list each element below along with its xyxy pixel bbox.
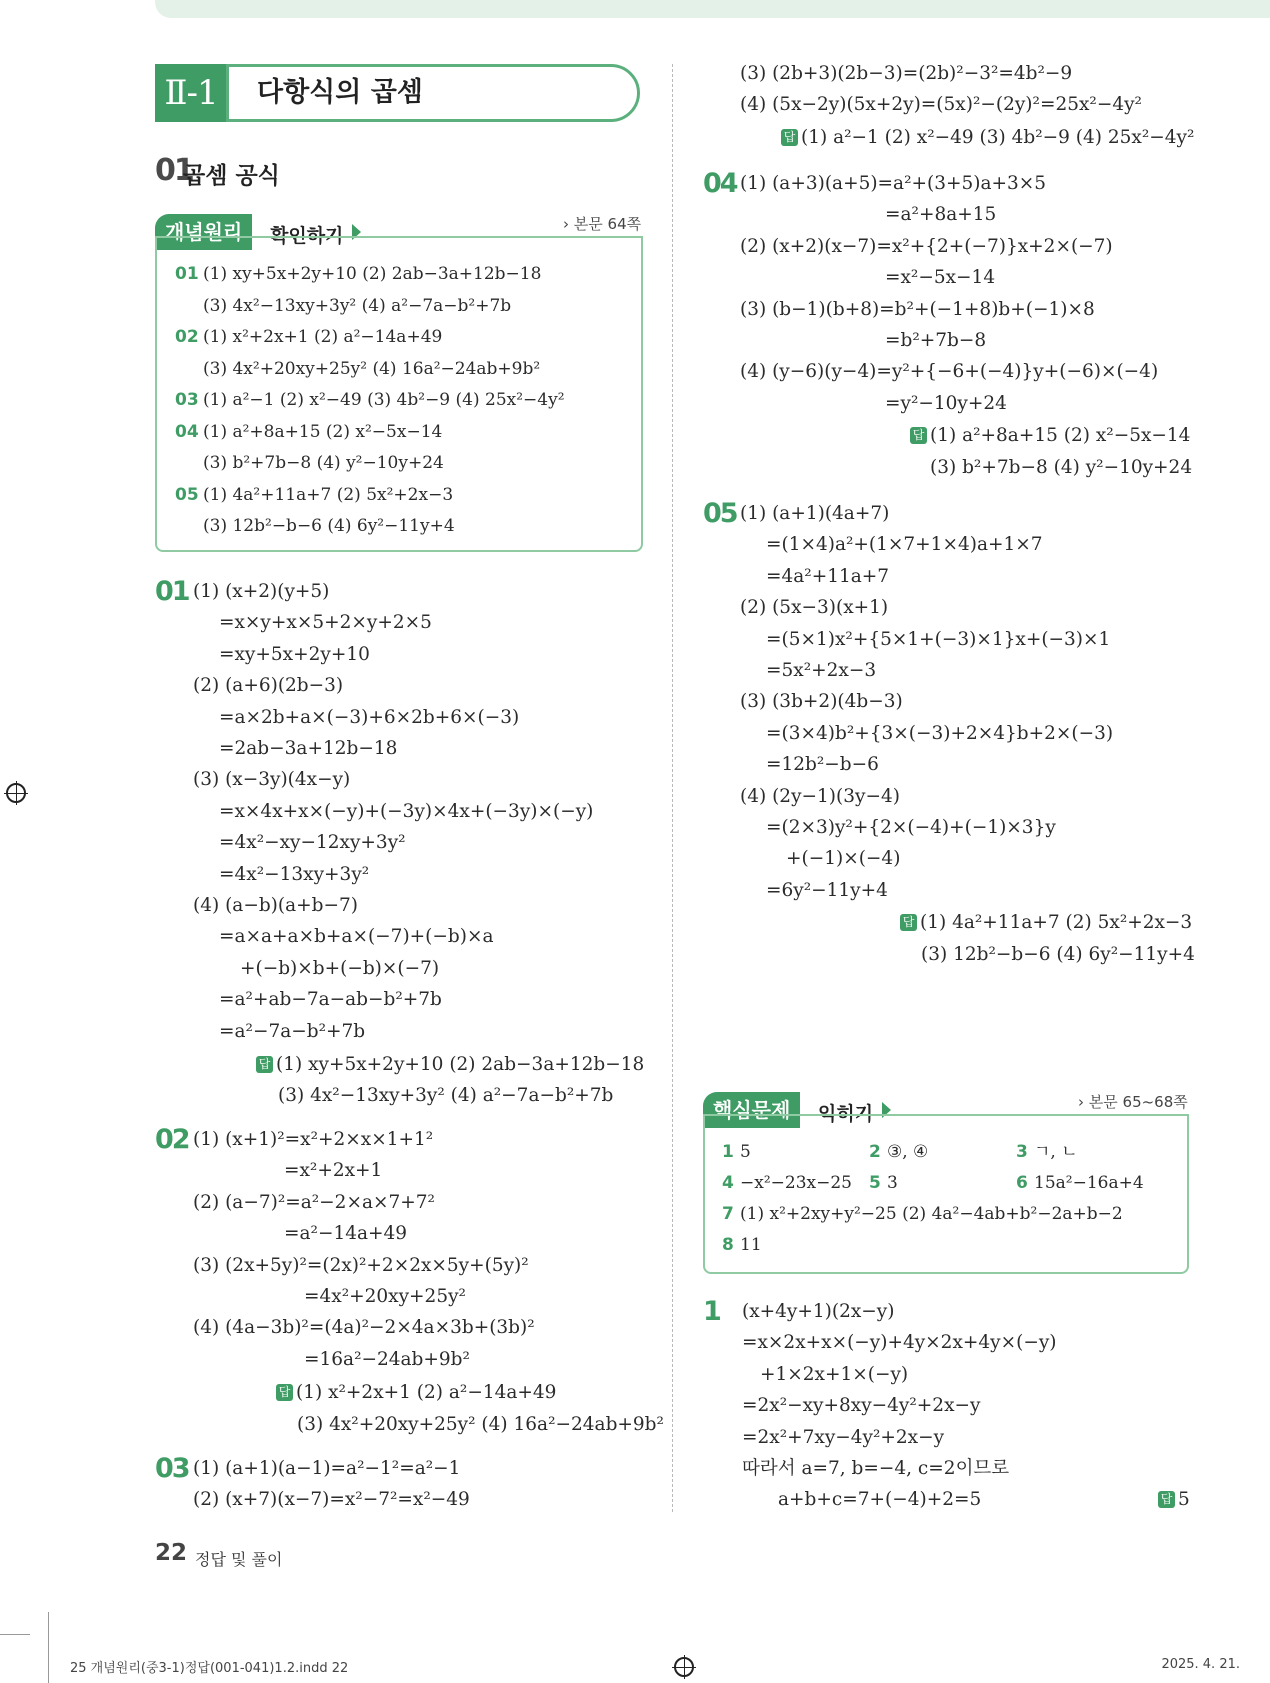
core-item-answer: (1) x²+2xy+y²−25 (2) 4a²−4ab+b²−2a+b−2 [740,1204,1123,1224]
footer-label: 정답 및 풀이 [195,1550,283,1569]
core-item-answer: 5 [740,1142,751,1162]
solution-line: (1) (x+1)²=x²+2×x×1+1² [193,1129,434,1150]
answer-line [297,1413,664,1437]
solution-line: =a×2b+a×(−3)+6×2b+6×(−3) [219,706,520,728]
answer-line [910,424,1190,448]
crop-mark [48,1612,49,1683]
answer-mark-icon: 답 [256,1056,273,1073]
solution-line: =12b²−b−6 [766,754,879,776]
chapter-title: 다항식의 곱셈 [226,64,640,122]
section-number: 01 [155,153,193,188]
concept-ref [563,213,641,234]
solution-line: (2) (a−7)²=a²−2×a×7+7² [193,1191,435,1213]
solution-line: (4) (y−6)(y−4)=y²+{−6+(−4)}y+(−6)×(−4) [740,361,1159,383]
concept-row-number: 01 [175,264,199,284]
solution-line: =(3×4)b²+{3×(−3)+2×4}b+2×(−3) [766,722,1114,744]
core-item-number: 3 [1016,1142,1028,1162]
solution-line: (3) (b−1)(b+8)=b²+(−1+8)b+(−1)×8 [740,298,1095,320]
solution-line: (x+4y+1)(2x−y) [742,1301,895,1322]
solution-line: =a²−7a−b²+7b [219,1020,366,1042]
solution-line: +(−1)×(−4) [786,848,901,870]
answer-text: 5 [1178,1489,1190,1511]
concept-row-text: (1) x²+2x+1 (2) a²−14a+49 [203,327,443,347]
problem-number: 02 [155,1124,189,1155]
solution-line: (2) (5x−3)(x+1) [740,597,889,619]
answer-text: (1) 4a²+11a+7 (2) 5x²+2x−3 [920,912,1193,934]
core-item-number: 4 [722,1173,734,1193]
answer-line [276,1381,556,1405]
concept-tag: 개념원리 [155,214,252,250]
solution-line: (4) (a−b)(a+b−7) [193,895,358,916]
concept-row-number: 03 [175,390,199,410]
solution-line: (1) (x+2)(y+5) [193,581,330,602]
concept-row-number: 02 [175,327,199,347]
problem-number: 1 [703,1296,720,1327]
core-item-number: 7 [722,1204,734,1224]
column-divider [672,64,673,1512]
core-tag-sub: 익히기 [818,1103,874,1125]
core-item-number: 6 [1016,1173,1028,1193]
solution-line: =2x²−xy+8xy−4y²+2x−y [742,1395,981,1417]
solution-line: =2ab−3a+12b−18 [219,738,398,759]
answer-line [256,1053,644,1077]
solution-line: =a×a+a×b+a×(−7)+(−b)×a [219,926,494,948]
chevron-right-icon: › [1078,1093,1084,1111]
core-item-number: 1 [722,1142,734,1162]
section-title: 곱셈 공식 [183,163,280,189]
solution-line: =b²+7b−8 [885,330,987,351]
concept-tag-sub: 확인하기 [270,225,344,247]
problem-number: 03 [155,1453,189,1484]
concept-row-text: (3) 4x²−13xy+3y² (4) a²−7a−b²+7b [203,295,512,316]
registration-mark-icon [6,783,26,803]
core-item-answer: ③, ④ [887,1142,929,1162]
solution-line: =x×y+x×5+2×y+2×5 [219,612,432,634]
solution-line: (1) (a+1)(a−1)=a²−1²=a²−1 [193,1458,461,1479]
solution-line: (3) (x−3y)(4x−y) [193,769,351,791]
solution-line: (4) (5x−2y)(5x+2y)=(5x)²−(2y)²=25x²−4y² [740,94,1142,116]
solution-line: =y²−10y+24 [885,392,1007,414]
print-file-name: 25 개념원리(중3-1)정답(001-041)1.2.indd 22 [70,1661,349,1676]
concept-row-text: (3) 12b²−b−6 (4) 6y²−11y+4 [203,516,455,536]
concept-row-text: (3) 4x²+20xy+25y² (4) 16a²−24ab+9b² [203,358,541,379]
solution-line: =4x²−13xy+3y² [219,863,370,885]
core-ref [1078,1091,1188,1112]
answer-text: (1) x²+2x+1 (2) a²−14a+49 [296,1382,557,1404]
solution-line: =a²+ab−7a−ab−b²+7b [219,989,442,1011]
solution-line: =a²−14a+49 [284,1223,408,1245]
solution-line: =(2×3)y²+{2×(−4)+(−1)×3}y [766,817,1056,838]
solution-line: (1) (a+3)(a+5)=a²+(3+5)a+3×5 [740,173,1047,194]
top-band [155,0,1270,18]
solution-line: (2) (x+7)(x−7)=x²−7²=x²−49 [193,1489,470,1511]
core-item-number: 8 [722,1235,734,1255]
solution-line: =2x²+7xy−4y²+2x−y [742,1426,945,1448]
print-date: 2025. 4. 21. [1161,1657,1240,1672]
problem-number: 04 [703,168,737,199]
solution-line: =4x²+20xy+25y² [304,1286,466,1307]
core-tag: 핵심문제 [703,1092,800,1128]
answer-line [278,1084,613,1108]
problem-number: 01 [155,576,189,607]
concept-row-text: (3) b²+7b−8 (4) y²−10y+24 [203,453,444,473]
core-item-answer: 15a²−16a+4 [1034,1173,1144,1193]
solution-line: (3) (2b+3)(2b−3)=(2b)²−3²=4b²−9 [740,63,1073,84]
core-item-answer: ㄱ, ㄴ [1034,1142,1078,1162]
answer-text: (1) a²+8a+15 (2) x²−5x−14 [930,425,1191,447]
solution-line: =(1×4)a²+(1×7+1×4)a+1×7 [766,534,1043,556]
solution-line: =x×4x+x×(−y)+(−3y)×4x+(−3y)×(−y) [219,800,594,822]
concept-row-number: 05 [175,484,199,505]
solution-line: =5x²+2x−3 [766,660,877,681]
answer-mark-icon: 답 [781,129,798,146]
solution-line: (3) (2x+5y)²=(2x)²+2×2x×5y+(5y)² [193,1254,529,1276]
solution-line: =x²−5x−14 [885,267,996,289]
concept-ref-text: 본문 64쪽 [573,215,642,233]
solution-line: 따라서 a=7, b=−4, c=2이므로 [742,1458,1010,1479]
answer-text: (3) 4x²−13xy+3y² (4) a²−7a−b²+7b [278,1085,614,1107]
answer-text: (1) a²−1 (2) x²−49 (3) 4b²−9 (4) 25x²−4y² [801,126,1195,148]
answer-line [900,911,1192,935]
solution-line: (2) (x+2)(x−7)=x²+{2+(−7)}x+2×(−7) [740,235,1113,257]
core-item-answer: 3 [887,1173,898,1193]
solution-line: =6y²−11y+4 [766,879,888,901]
concept-row-text: (1) a²−1 (2) x²−49 (3) 4b²−9 (4) 25x²−4y² [203,390,565,410]
answer-text: (1) xy+5x+2y+10 (2) 2ab−3a+12b−18 [276,1054,645,1075]
solution-line: =4a²+11a+7 [766,565,890,587]
problem-number: 05 [703,498,737,529]
core-item-number: 5 [869,1173,881,1193]
core-item-number: 2 [869,1142,881,1162]
answer-text: (3) 12b²−b−6 (4) 6y²−11y+4 [921,943,1195,965]
solution-line: =4x²−xy−12xy+3y² [219,832,406,854]
answer-line [781,126,1194,150]
answer-line [1158,1488,1190,1512]
answer-text: (3) b²+7b−8 (4) y²−10y+24 [930,456,1193,478]
solution-line: a+b+c=7+(−4)+2=5 [778,1489,982,1511]
answer-mark-icon: 답 [276,1384,293,1401]
solution-line: =16a²−24ab+9b² [304,1348,470,1370]
concept-row-text: (1) xy+5x+2y+10 (2) 2ab−3a+12b−18 [203,264,542,284]
registration-mark-icon [674,1657,694,1677]
answer-line [921,943,1195,967]
solution-line: (4) (4a−3b)²=(4a)²−2×4a×3b+(3b)² [193,1317,535,1339]
page-number: 22 [155,1540,188,1566]
core-item-answer: 11 [740,1235,762,1255]
solution-line: =(5×1)x²+{5×1+(−3)×1}x+(−3)×1 [766,628,1111,650]
solution-line: (4) (2y−1)(3y−4) [740,785,900,807]
concept-row-number: 04 [175,421,199,442]
answer-line [930,456,1192,480]
solution-line: =xy+5x+2y+10 [219,643,370,665]
concept-row-text: (1) a²+8a+15 (2) x²−5x−14 [203,421,443,442]
solution-line: +1×2x+1×(−y) [760,1363,909,1385]
solution-line: =x²+2x+1 [284,1160,383,1182]
answer-mark-icon: 답 [1158,1491,1175,1508]
chevron-right-icon: › [563,215,569,233]
solution-line: =x×2x+x×(−y)+4y×2x+4y×(−y) [742,1332,1057,1354]
answer-mark-icon: 답 [900,914,917,931]
solution-line: (1) (a+1)(4a+7) [740,503,890,524]
answer-mark-icon: 답 [910,427,927,444]
solution-line: =a²+8a+15 [885,204,997,226]
solution-line: (3) (3b+2)(4b−3) [740,691,903,713]
concept-row-text: (1) 4a²+11a+7 (2) 5x²+2x−3 [203,484,454,505]
crop-mark [0,1634,30,1635]
core-item-answer: −x²−23x−25 [740,1173,852,1193]
answer-text: (3) 4x²+20xy+25y² (4) 16a²−24ab+9b² [297,1413,664,1435]
solution-line: (2) (a+6)(2b−3) [193,675,344,697]
chapter-badge: Ⅱ-1 [155,64,227,122]
solution-line: +(−b)×b+(−b)×(−7) [240,957,440,979]
core-ref-text: 본문 65~68쪽 [1088,1093,1188,1111]
